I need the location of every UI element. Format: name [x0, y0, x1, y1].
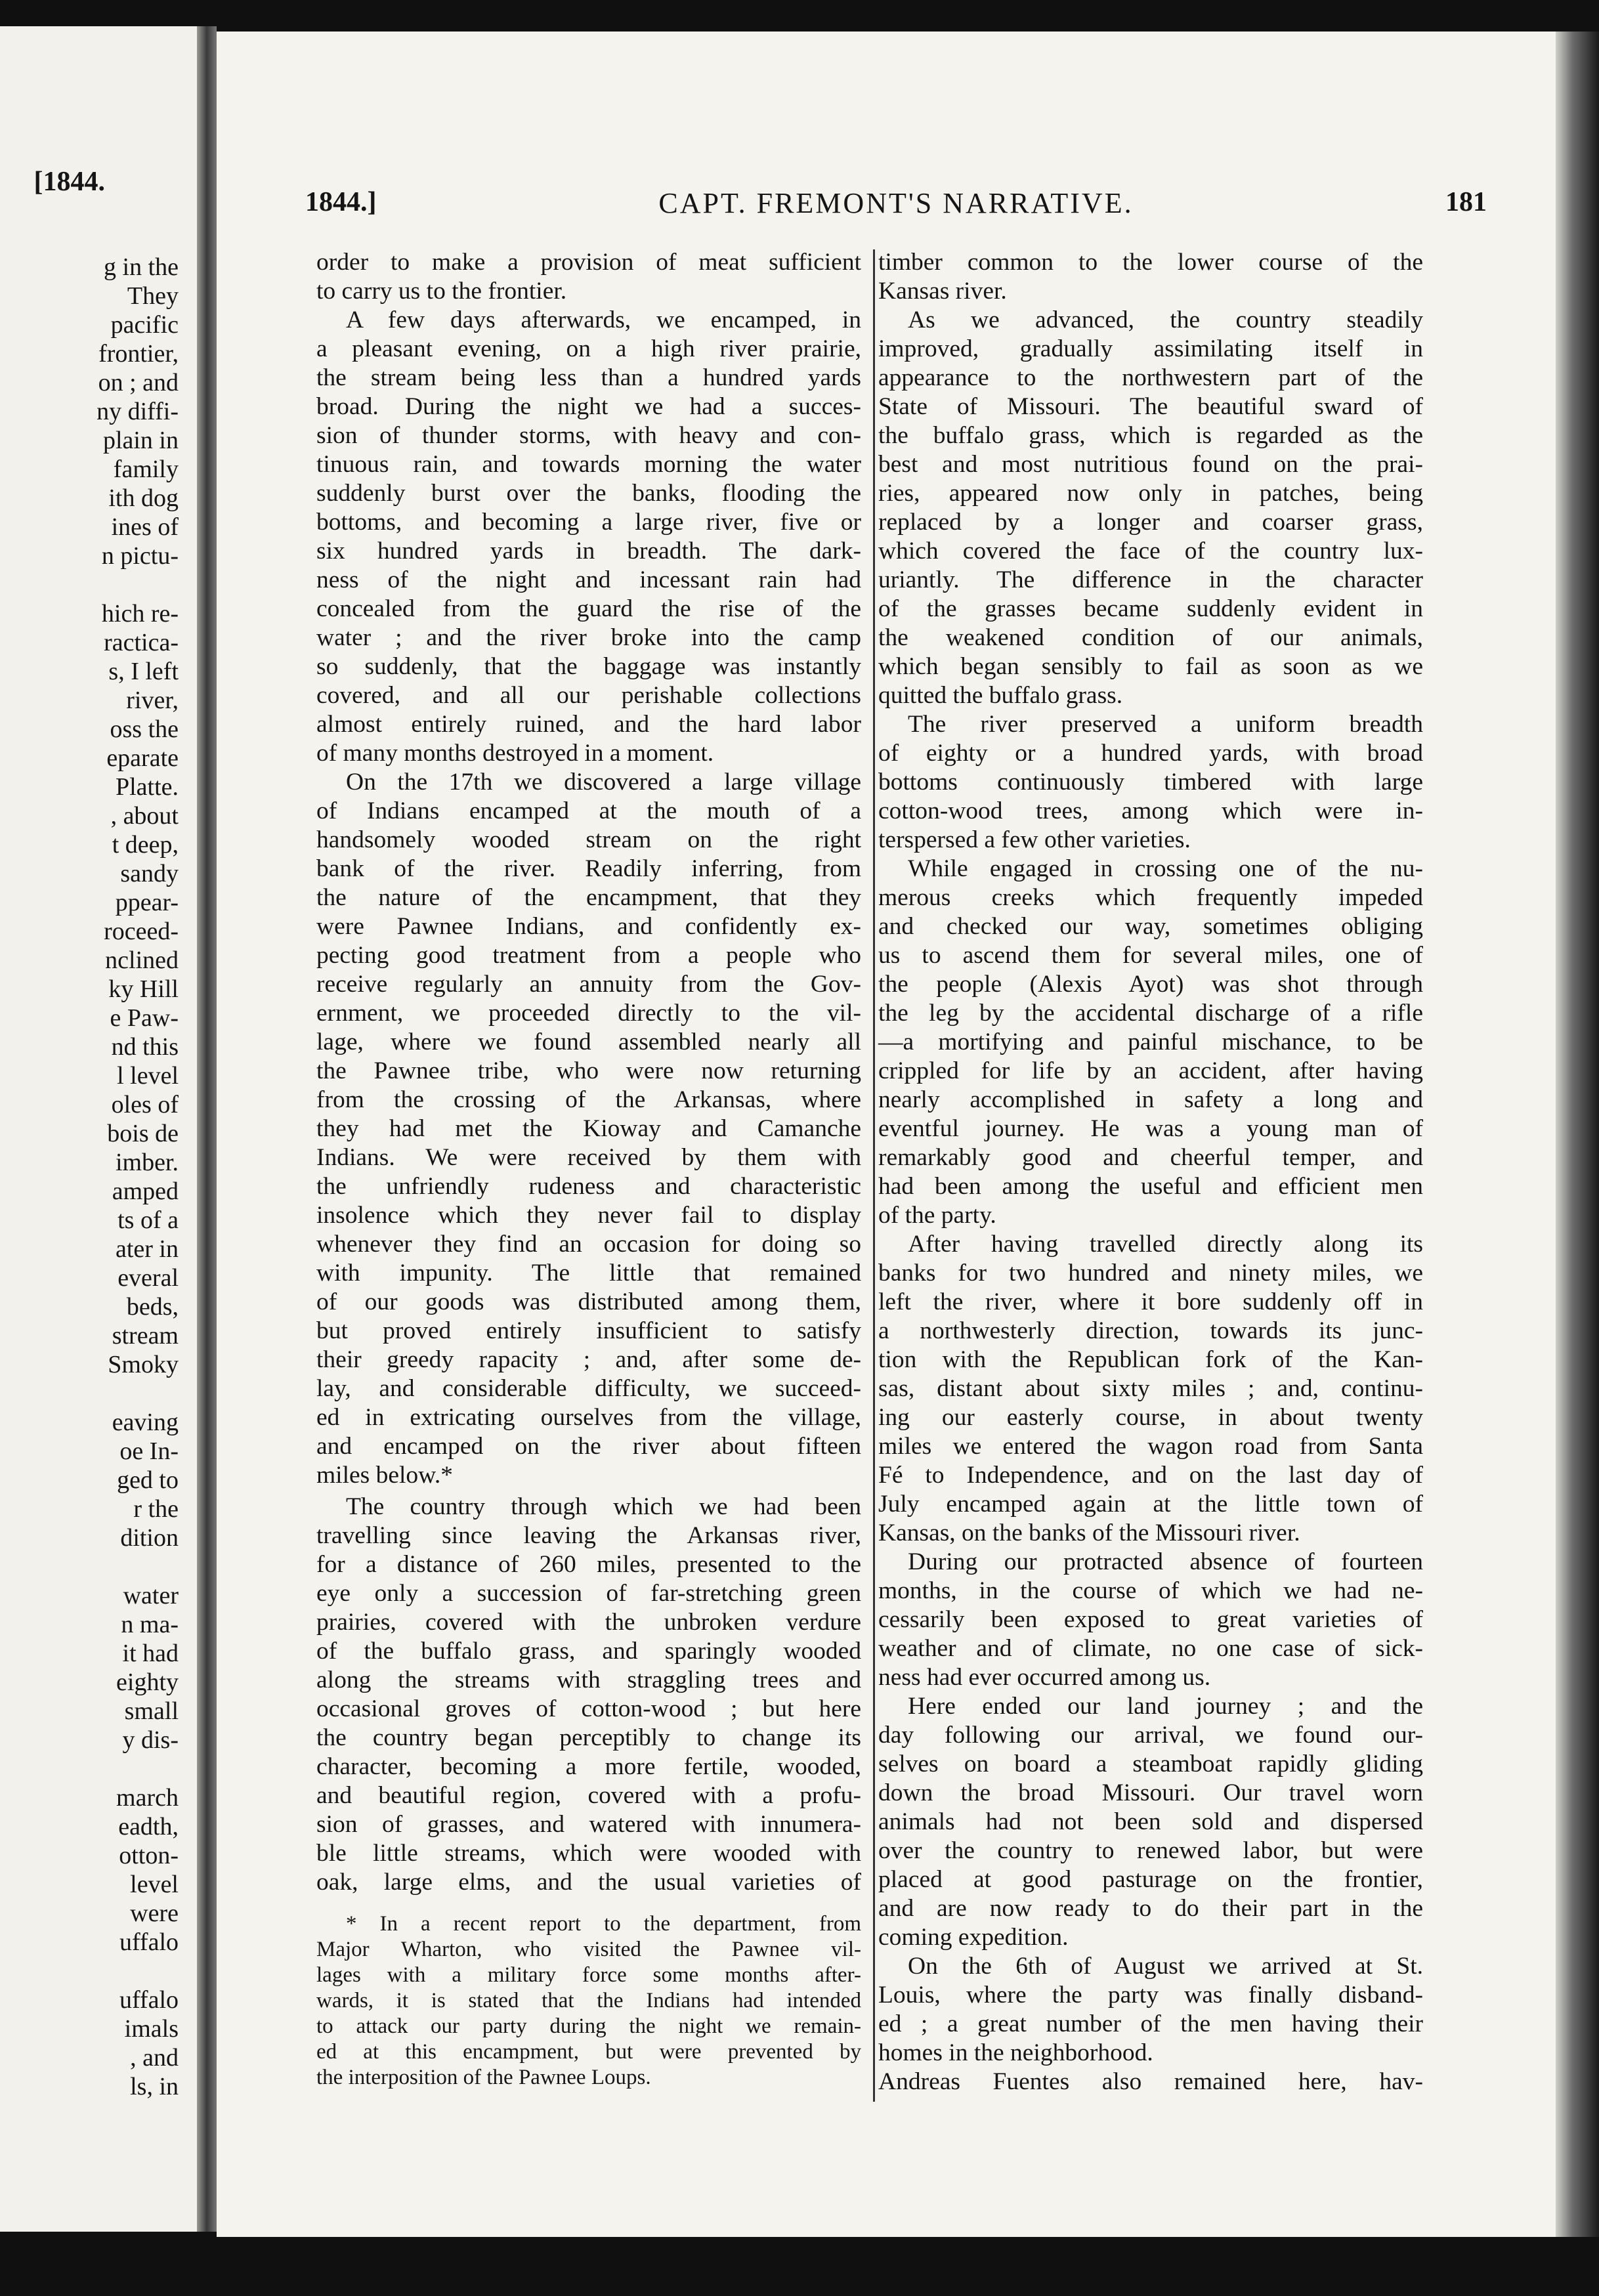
text-line: placed at good pasturage on the frontier,	[878, 1866, 1423, 1893]
left-page-fragment: n ma-	[121, 1611, 179, 1638]
text-line: ness had ever occurred among us.	[878, 1664, 1211, 1691]
left-page-header: [1844.	[33, 167, 105, 197]
left-page-fragment: eparate	[106, 744, 179, 772]
left-page-fragment: ts of a	[117, 1206, 179, 1234]
text-line: While engaged in crossing one of the nu-	[908, 855, 1423, 882]
text-line: bottoms, and becoming a large river, five or	[316, 509, 861, 536]
text-line: July encamped again at the little town of	[878, 1491, 1423, 1518]
left-page-fragment: water	[123, 1582, 179, 1609]
text-line: over the country to renewed labor, but were	[878, 1837, 1423, 1864]
left-page-fragment: otton-	[119, 1842, 179, 1869]
text-line: the stream being less than a hundred yards	[316, 364, 861, 391]
text-line: from the crossing of the Arkansas, where	[316, 1086, 861, 1113]
left-page-fragment: ines of	[111, 513, 179, 541]
left-page-fragment: , about	[110, 802, 179, 830]
left-page-fragment: imals	[124, 2015, 179, 2043]
text-line: left the river, where it bore suddenly off in	[878, 1288, 1423, 1315]
page-number: 181	[1445, 187, 1487, 217]
left-page-fragment: ractica-	[104, 629, 179, 656]
text-line: The river preserved a uniform breadth	[908, 711, 1423, 738]
left-page-fragment: ny diffi-	[96, 398, 179, 425]
left-page-fragment: bois de	[107, 1120, 179, 1147]
text-line: The country through which we had been	[346, 1493, 861, 1520]
facing-page-left	[0, 26, 197, 2232]
text-line: appearance to the northwestern part of the	[878, 364, 1423, 391]
text-line: insolence which they never fail to display	[316, 1202, 861, 1229]
text-line: replaced by a longer and coarser grass,	[878, 509, 1423, 536]
text-line: were Pawnee Indians, and confidently ex-	[316, 913, 861, 940]
text-line: eventful journey. He was a young man of	[878, 1115, 1423, 1142]
left-page-fragment: level	[130, 1871, 179, 1898]
text-line: bank of the river. Readily inferring, from	[316, 855, 861, 882]
text-line: tion with the Republican fork of the Kan-	[878, 1346, 1423, 1373]
left-page-fragment: n pictu-	[101, 542, 179, 570]
footnote-line: to attack our party during the night we remain-	[316, 2014, 861, 2038]
text-line: the unfriendly rudeness and characteristic	[316, 1173, 861, 1200]
text-line: and checked our way, sometimes obliging	[878, 913, 1423, 940]
running-head	[305, 186, 1487, 226]
footnote-line: Major Wharton, who visited the Pawnee vil-	[316, 1938, 861, 1961]
text-line: and encamped on the river about fifteen	[316, 1433, 861, 1460]
text-line: lage, where we found assembled nearly all	[316, 1029, 861, 1055]
text-line: Andreas Fuentes also remained here, hav-	[878, 2068, 1423, 2095]
text-line: weather and of climate, no one case of sick-	[878, 1635, 1423, 1662]
text-line: improved, gradually assimilating itself in	[878, 335, 1423, 362]
column-rule	[873, 249, 875, 2102]
text-line: the country began perceptibly to change its	[316, 1724, 861, 1751]
left-page-fragment: amped	[112, 1178, 179, 1205]
text-line: a northwesterly direction, towards its junc-	[878, 1317, 1423, 1344]
text-line: sion of thunder storms, with heavy and con-	[316, 422, 861, 449]
text-line: occasional groves of cotton-wood ; but here	[316, 1695, 861, 1722]
left-page-fragment: hich re-	[101, 600, 179, 627]
text-line: handsomely wooded stream on the right	[316, 826, 861, 853]
text-line: suddenly burst over the banks, flooding the	[316, 480, 861, 507]
text-line: cessarily been exposed to great varieties of	[878, 1606, 1423, 1633]
text-line: sas, distant about sixty miles ; and, continu-	[878, 1375, 1423, 1402]
text-line: During our protracted absence of fourteen	[908, 1548, 1423, 1575]
text-line: banks for two hundred and ninety miles, we	[878, 1260, 1423, 1286]
text-line: Here ended our land journey ; and the	[908, 1693, 1423, 1720]
footnote-line: wards, it is stated that the Indians had intended	[316, 1989, 861, 2012]
text-line: Kansas, on the banks of the Missouri river.	[878, 1520, 1300, 1546]
left-page-fragment: Smoky	[108, 1351, 179, 1378]
left-page-fragment: Platte.	[115, 773, 179, 801]
text-line: crippled for life by an accident, after having	[878, 1057, 1423, 1084]
text-line: which covered the face of the country lux-	[878, 538, 1423, 564]
text-line: ble little streams, which were wooded with	[316, 1840, 861, 1867]
text-line: As we advanced, the country steadily	[908, 307, 1423, 333]
text-line: On the 6th of August we arrived at St.	[908, 1953, 1423, 1980]
left-page-fragment: on ; and	[98, 369, 179, 396]
left-page-fragment: g in the	[104, 253, 179, 281]
left-page-fragment: e Paw-	[110, 1004, 179, 1032]
text-line: homes in the neighborhood.	[878, 2039, 1153, 2066]
text-line: Indians. We were received by them with	[316, 1144, 861, 1171]
text-line: ness of the night and incessant rain had	[316, 566, 861, 593]
text-line: tinuous rain, and towards morning the water	[316, 451, 861, 478]
text-line: remarkably good and cheerful temper, and	[878, 1144, 1423, 1171]
left-page-fragment: ith dog	[108, 484, 179, 512]
left-page-fragment: pacific	[110, 311, 179, 339]
text-line: Louis, where the party was finally disband-	[878, 1982, 1423, 2009]
text-line: State of Missouri. The beautiful sward of	[878, 393, 1423, 420]
left-page-fragment: river,	[126, 687, 179, 714]
left-page-fragment: march	[116, 1784, 179, 1812]
running-head-year: 1844.]	[305, 187, 377, 217]
left-page-fragment: family	[113, 456, 179, 483]
text-line: Kansas river.	[878, 278, 1007, 305]
book-gutter	[197, 26, 217, 2232]
left-page-fragment: oe In-	[119, 1437, 179, 1465]
text-line: of our goods was distributed among them,	[316, 1288, 861, 1315]
left-page-fragment: r the	[133, 1495, 179, 1523]
text-line: quitted the buffalo grass.	[878, 682, 1123, 709]
left-page-fragment: imber.	[115, 1149, 179, 1176]
text-line: along the streams with straggling trees and	[316, 1667, 861, 1693]
left-page-fragment: beds,	[126, 1293, 179, 1321]
left-page-fragment: y dis-	[122, 1726, 179, 1754]
text-line: eye only a succession of far-stretching green	[316, 1580, 861, 1607]
text-line: to carry us to the frontier.	[316, 278, 567, 305]
left-page-fragment: oles of	[111, 1091, 179, 1118]
text-line: of the grasses became suddenly evident in	[878, 595, 1423, 622]
text-line: months, in the course of which we had ne-	[878, 1577, 1423, 1604]
text-line: order to make a provision of meat sufficient	[316, 249, 861, 276]
text-line: the nature of the encampment, that they	[316, 884, 861, 911]
text-line: merous creeks which frequently impeded	[878, 884, 1423, 911]
text-line: their greedy rapacity ; and, after some de-	[316, 1346, 861, 1373]
left-page-fragment: eighty	[116, 1669, 179, 1696]
left-page-fragment: t deep,	[112, 831, 179, 859]
text-line: nearly accomplished in safety a long and	[878, 1086, 1423, 1113]
left-page-fragment: They	[127, 282, 179, 310]
text-line: the weakened condition of our animals,	[878, 624, 1423, 651]
left-page-fragment: small	[124, 1697, 179, 1725]
footnote-line: * In a recent report to the department, from	[346, 1912, 861, 1936]
text-line: the leg by the accidental discharge of a rifle	[878, 1000, 1423, 1027]
page-edge-shadow	[1556, 32, 1599, 2237]
text-line: so suddenly, that the baggage was instantly	[316, 653, 861, 680]
text-line: travelling since leaving the Arkansas river,	[316, 1522, 861, 1549]
text-line: On the 17th we discovered a large village	[346, 769, 861, 796]
footnote-line: the interposition of the Pawnee Loups.	[316, 2066, 651, 2089]
left-page-fragment: sandy	[120, 860, 179, 887]
text-line: timber common to the lower course of the	[878, 249, 1423, 276]
text-line: of Indians encamped at the mouth of a	[316, 797, 861, 824]
running-head-title: CAPT. FREMONT'S NARRATIVE.	[658, 187, 1134, 219]
text-line: a pleasant evening, on a high river prairie,	[316, 335, 861, 362]
text-line: coming expedition.	[878, 1924, 1069, 1951]
text-line: animals had not been sold and dispersed	[878, 1808, 1423, 1835]
left-page-fragment: ater in	[115, 1235, 179, 1263]
text-line: whenever they find an occasion for doing so	[316, 1231, 861, 1258]
text-line: miles below.*	[316, 1462, 453, 1489]
left-page-fragment: plain in	[102, 427, 179, 454]
left-page-fragment: uffalo	[119, 1986, 179, 2014]
text-line: character, becoming a more fertile, wooded,	[316, 1753, 861, 1780]
text-line: receive regularly an annuity from the Gov-	[316, 971, 861, 998]
text-line: day following our arrival, we found our-	[878, 1722, 1423, 1749]
book-page	[217, 32, 1556, 2237]
text-line: best and most nutritious found on the prai-	[878, 451, 1423, 478]
text-line: ed in extricating ourselves from the village,	[316, 1404, 861, 1431]
left-page-fragment: roceed-	[104, 918, 179, 945]
left-page-fragment: eadth,	[118, 1813, 179, 1840]
text-line: selves on board a steamboat rapidly gliding	[878, 1751, 1423, 1777]
text-line: of the buffalo grass, and sparingly wooded	[316, 1638, 861, 1665]
text-line: the buffalo grass, which is regarded as the	[878, 422, 1423, 449]
text-line: lay, and considerable difficulty, we succeed-	[316, 1375, 861, 1402]
text-line: broad. During the night we had a succes-	[316, 393, 861, 420]
text-line: of many months destroyed in a moment.	[316, 740, 714, 767]
left-page-fragment: s, I left	[108, 658, 179, 685]
footnote-line: lages with a military force some months after-	[316, 1963, 861, 1987]
text-line: which began sensibly to fail as soon as we	[878, 653, 1423, 680]
left-page-fragment: ppear-	[115, 889, 179, 916]
text-line: cotton-wood trees, among which were in-	[878, 797, 1423, 824]
text-line: uriantly. The difference in the character	[878, 566, 1423, 593]
left-page-fragment: l level	[117, 1062, 179, 1090]
text-line: After having travelled directly along its	[908, 1231, 1423, 1258]
text-line: miles we entered the wagon road from Santa	[878, 1433, 1423, 1460]
text-line: but proved entirely insufficient to satisfy	[316, 1317, 861, 1344]
text-line: with impunity. The little that remained	[316, 1260, 861, 1286]
text-line: the Pawnee tribe, who were now returning	[316, 1057, 861, 1084]
left-page-fragment: ky Hill	[108, 975, 179, 1003]
text-line: concealed from the guard the rise of the	[316, 595, 861, 622]
text-line: of eighty or a hundred yards, with broad	[878, 740, 1423, 767]
text-line: and are now ready to do their part in the	[878, 1895, 1423, 1922]
text-line: us to ascend them for several miles, one of	[878, 942, 1423, 969]
left-page-fragment: ged to	[117, 1466, 179, 1494]
left-page-fragment: stream	[112, 1322, 179, 1350]
text-line: of the party.	[878, 1202, 996, 1229]
text-line: terspersed a few other varieties.	[878, 826, 1191, 853]
text-line: down the broad Missouri. Our travel worn	[878, 1779, 1423, 1806]
left-page-fragment: uffalo	[119, 1928, 179, 1956]
left-page-fragment: nclined	[105, 946, 179, 974]
text-line: —a mortifying and painful mischance, to be	[878, 1029, 1423, 1055]
text-line: they had met the Kioway and Camanche	[316, 1115, 861, 1142]
text-line: covered, and all our perishable collections	[316, 682, 861, 709]
text-line: A few days afterwards, we encamped, in	[346, 307, 861, 333]
left-page-fragment: were	[130, 1900, 179, 1927]
text-line: for a distance of 260 miles, presented to the	[316, 1551, 861, 1578]
text-line: sion of grasses, and watered with innumera-	[316, 1811, 861, 1838]
text-line: ed ; a great number of the men having their	[878, 2010, 1423, 2037]
text-line: pecting good treatment from a people who	[316, 942, 861, 969]
text-line: ing our easterly course, in about twenty	[878, 1404, 1423, 1431]
text-line: and beautiful region, covered with a profu-	[316, 1782, 861, 1809]
left-page-fragment: it had	[122, 1640, 179, 1667]
left-page-fragment: ls, in	[130, 2073, 179, 2100]
text-line: Fé to Independence, and on the last day of	[878, 1462, 1423, 1489]
text-line: oak, large elms, and the usual varieties of	[316, 1869, 861, 1896]
left-page-fragment: nd this	[111, 1033, 179, 1061]
text-line: had been among the useful and efficient men	[878, 1173, 1423, 1200]
text-line: almost entirely ruined, and the hard labor	[316, 711, 861, 738]
text-line: bottoms continuously timbered with large	[878, 769, 1423, 796]
text-line: six hundred yards in breadth. The dark-	[316, 538, 861, 564]
left-page-fragment: , and	[130, 2044, 179, 2072]
text-line: water ; and the river broke into the camp	[316, 624, 861, 651]
left-page-fragment: oss the	[110, 715, 179, 743]
text-line: the people (Alexis Ayot) was shot through	[878, 971, 1423, 998]
footnote-line: ed at this encampment, but were prevented by	[316, 2040, 861, 2064]
left-page-fragment: dition	[120, 1524, 179, 1552]
text-line: ries, appeared now only in patches, being	[878, 480, 1423, 507]
text-line: prairies, covered with the unbroken verdure	[316, 1609, 861, 1636]
text-line: ernment, we proceeded directly to the vil-	[316, 1000, 861, 1027]
left-page-fragment: eaving	[112, 1409, 179, 1436]
left-page-fragment: frontier,	[98, 340, 179, 368]
left-page-fragment: everal	[117, 1264, 179, 1292]
